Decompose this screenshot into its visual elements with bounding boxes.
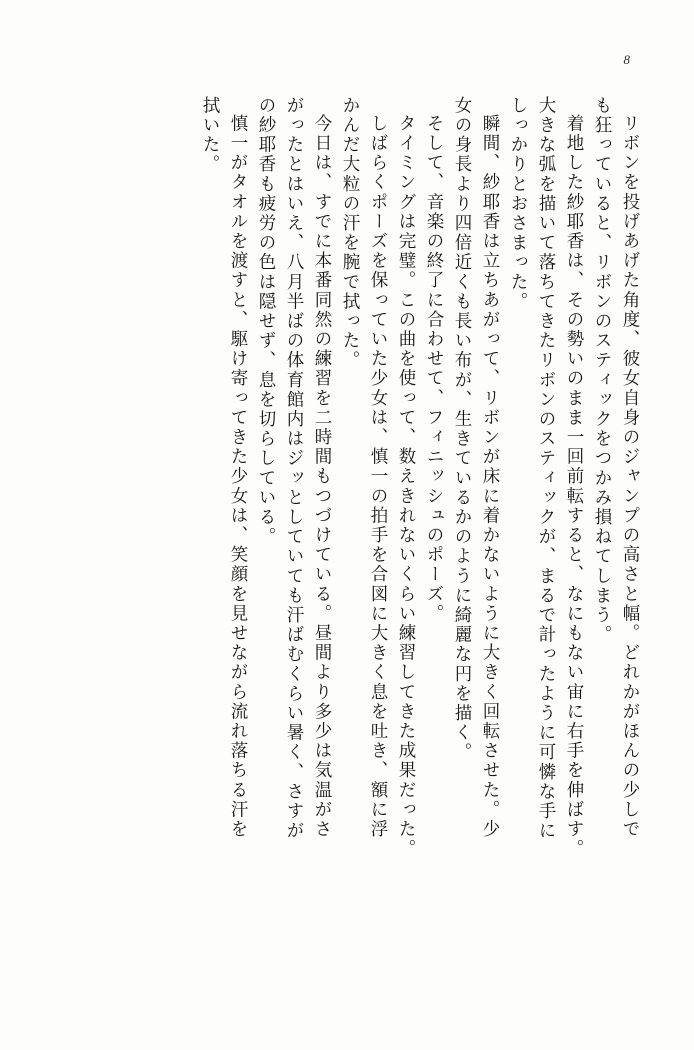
text-column: リボンを投げあげた角度、彼女自身のジャンプの高さと幅。どれかがほんの少しで bbox=[620, 114, 640, 840]
text-column: 慎一がタオルを渡すと、駆け寄ってきた少女は、笑顔を見せながら流れ落ちる汗を bbox=[228, 114, 248, 840]
text-column: 拭いた。 bbox=[200, 96, 220, 175]
text-column: そして、音楽の終了に合わせて、フィニッシュのポーズ。 bbox=[424, 114, 444, 624]
text-column: かんだ大粒の汗を腕で拭った。 bbox=[340, 96, 360, 371]
text-column: がったとはいえ、八月半ばの体育館内はジッとしていても汗ばむくらい暑く、さすが bbox=[284, 96, 304, 841]
text-column: 大きな弧を描いて落ちてきたリボンのスティックが、まるで計ったように可憐な手に bbox=[536, 96, 556, 841]
text-column: の紗耶香も疲労の色は隠せず、息を切らしている。 bbox=[256, 96, 276, 547]
body-text-vertical bbox=[62, 96, 638, 956]
text-column: 着地した紗耶香は、その勢いのまま一回前転すると、なにもない宙に右手を伸ばす。 bbox=[564, 114, 584, 859]
text-column: 瞬間、紗耶香は立ちあがって、リボンが床に着かないように大きく回転させた。少 bbox=[480, 114, 500, 840]
text-column: 女の身長より四倍近くも長い布が、生きているかのように綺麗な円を描く。 bbox=[452, 96, 472, 763]
text-column: タイミングは完璧。この曲を使って、数えきれないくらい練習してきた成果だった。 bbox=[396, 114, 416, 859]
page-number: 8 bbox=[623, 52, 630, 67]
text-column: 今日は、すでに本番同然の練習を二時間もつづけている。昼間より多少は気温がさ bbox=[312, 114, 332, 840]
text-column: しっかりとおさまった。 bbox=[508, 96, 528, 312]
text-column: も狂っていると、リボンのスティックをつかみ損ねてしまう。 bbox=[592, 96, 612, 645]
text-column: しばらくポーズを保っていた少女は、慎一の拍手を合図に大きく息を吐き、額に浮 bbox=[368, 114, 388, 840]
